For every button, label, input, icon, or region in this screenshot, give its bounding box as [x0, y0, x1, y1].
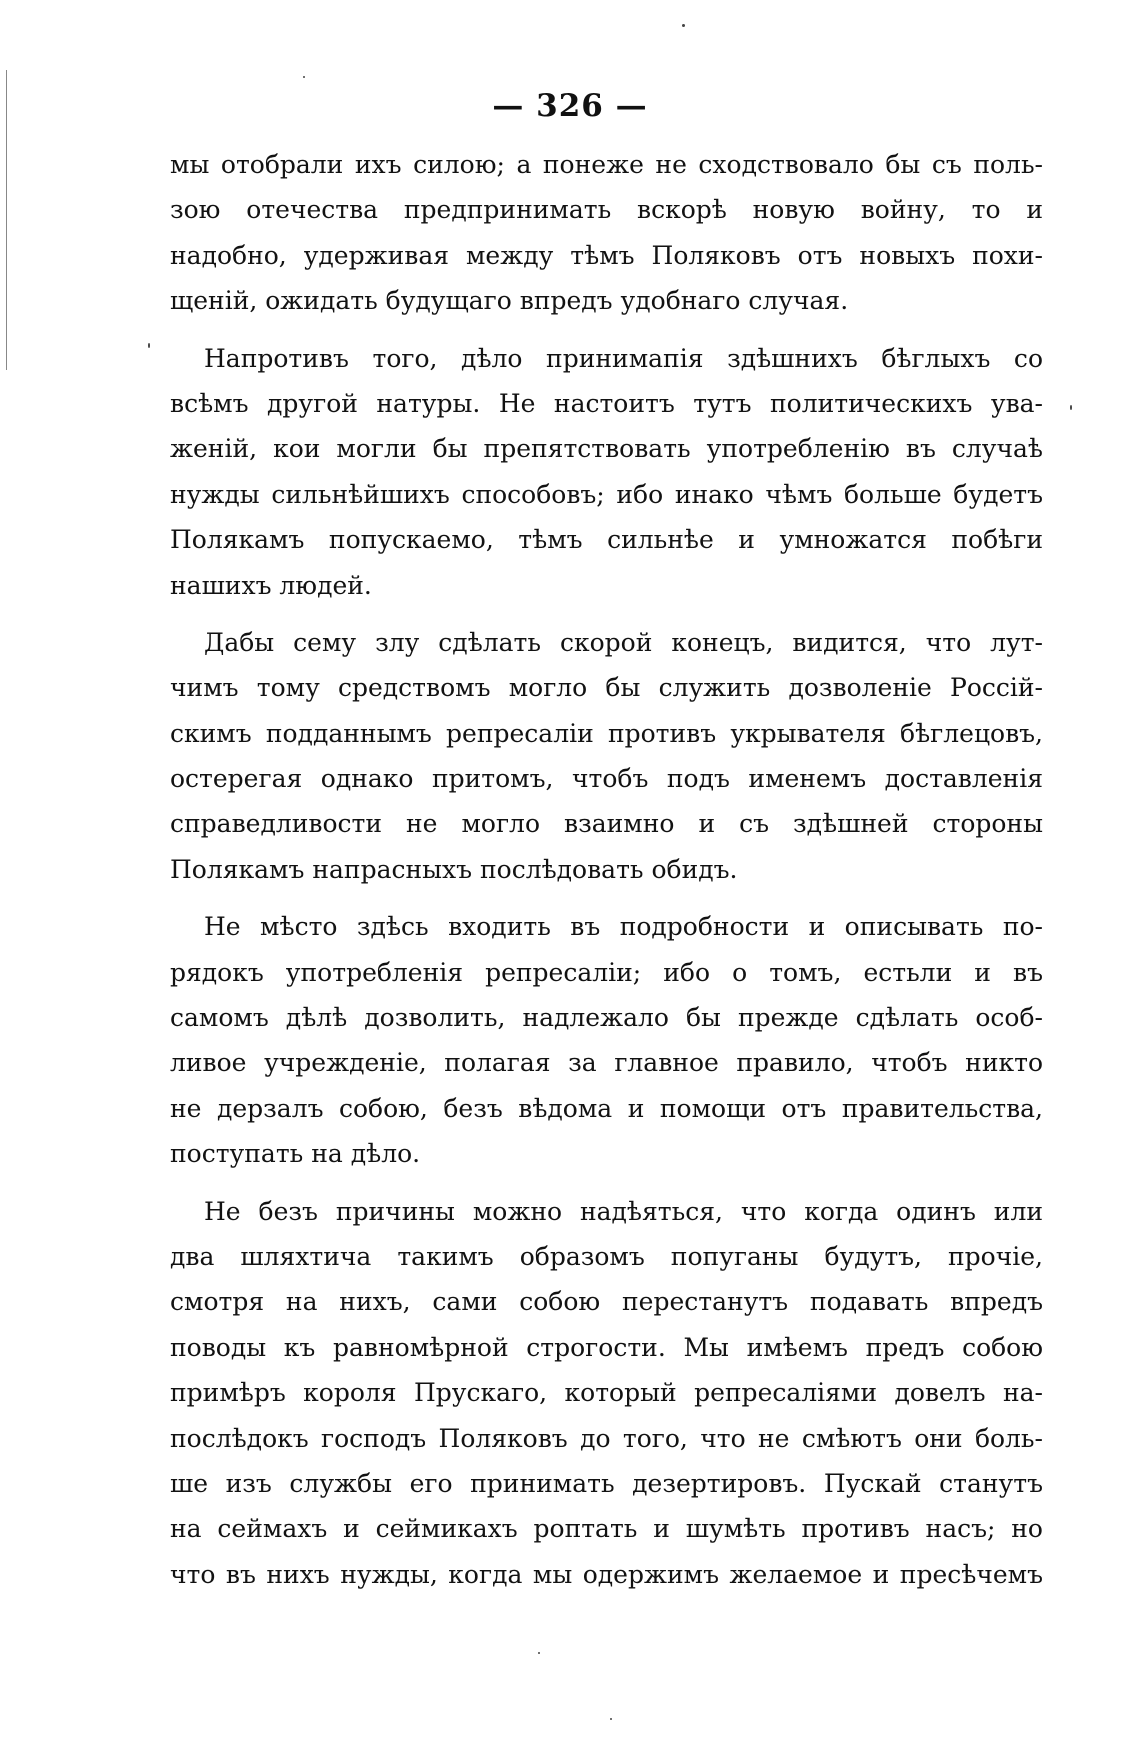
text-line: два шляхтича такимъ образомъ попуганы будутъ, прочіе, — [170, 1241, 1043, 1271]
text-line: зою отечества предпринимать вскорѣ новую войну, то и — [170, 195, 1043, 225]
text-line: скимъ подданнымъ репресаліи противъ укрывателя бѣглецовъ, — [170, 718, 1043, 748]
paragraph-gap — [170, 892, 1043, 904]
text-line: Не безъ причины можно надѣяться, что когда одинъ или — [204, 1196, 1043, 1226]
paragraph — [170, 142, 1043, 324]
text-line: смотря на нихъ, сами собою перестанутъ подавать впредъ — [170, 1287, 1043, 1317]
page-speck — [303, 76, 305, 78]
text-line: Полякамъ напрасныхъ послѣдовать обидъ. — [170, 854, 738, 884]
page-speck — [682, 24, 685, 27]
text-line: Дабы сему злу сдѣлать скорой конецъ, видится, что лут- — [204, 627, 1043, 657]
paragraph-gap — [170, 324, 1043, 336]
text-line: остерегая однако притомъ, чтобъ подъ именемъ доставленія — [170, 764, 1043, 794]
text-line: всѣмъ другой натуры. Не настоитъ тутъ политическихъ ува- — [170, 388, 1043, 418]
paragraph — [170, 904, 1043, 1176]
text-line: на сеймахъ и сеймикахъ роптать и шумѣть противъ насъ; но — [170, 1514, 1043, 1544]
text-line: ливое учрежденіе, полагая за главное правило, чтобъ никто — [170, 1048, 1043, 1078]
paragraph-gap — [170, 1177, 1043, 1189]
text-line: что въ нихъ нужды, когда мы одержимъ желаемое и пресѣчемъ — [170, 1559, 1043, 1589]
text-line: самомъ дѣлѣ дозволить, надлежало бы прежде сдѣлать особ- — [170, 1003, 1043, 1033]
page-speck — [538, 1652, 540, 1654]
text-line: послѣдокъ господъ Поляковъ до того, что не смѣютъ они боль- — [170, 1423, 1043, 1453]
page-speck — [610, 1718, 612, 1720]
text-line: Не мѣсто здѣсь входить въ подробности и описывать по- — [204, 912, 1043, 942]
page-number: — 326 — — [492, 88, 648, 124]
text-line: поступать на дѣло. — [170, 1139, 421, 1169]
text-line: рядокъ употребленія репресаліи; ибо о томъ, естьли и въ — [170, 957, 1043, 987]
text-line: Полякамъ попускаемо, тѣмъ сильнѣе и умножатся побѣги — [170, 525, 1043, 555]
text-line: справедливости не могло взаимно и съ здѣшней стороны — [170, 809, 1043, 839]
page-speck — [148, 343, 150, 348]
text-line: чимъ тому средствомъ могло бы служить дозволеніе Россій- — [170, 673, 1043, 703]
text-line: щеній, ожидать будущаго впредъ удобнаго случая. — [170, 286, 849, 316]
text-line: поводы къ равномѣрной строгости. Мы имѣемъ предъ собою — [170, 1332, 1043, 1362]
text-line: женій, кои могли бы препятствовать употребленію въ случаѣ — [170, 434, 1043, 464]
text-line: ше изъ службы его принимать дезертировъ. Пускай станутъ — [170, 1468, 1043, 1498]
text-line: примѣръ короля Прускаго, который репресаліями довелъ на- — [170, 1378, 1043, 1408]
page-speck — [1070, 405, 1072, 410]
text-line: нашихъ людей. — [170, 570, 372, 600]
text-line: нужды сильнѣйшихъ способовъ; ибо инако чѣмъ больше будетъ — [170, 479, 1043, 509]
paragraph-gap — [170, 608, 1043, 620]
text-line: надобно, удерживая между тѣмъ Поляковъ отъ новыхъ похи- — [170, 240, 1043, 270]
body-text — [170, 142, 1043, 1597]
text-line: не дерзалъ собою, безъ вѣдома и помощи отъ правительства, — [170, 1093, 1043, 1123]
paragraph — [170, 620, 1043, 892]
paragraph — [170, 336, 1043, 608]
text-line: Напротивъ того, дѣло принимапія здѣшнихъ бѣглыхъ со — [204, 343, 1043, 373]
paragraph — [170, 1189, 1043, 1598]
text-line: мы отобрали ихъ силою; а понеже не сходствовало бы съ поль- — [170, 150, 1043, 179]
